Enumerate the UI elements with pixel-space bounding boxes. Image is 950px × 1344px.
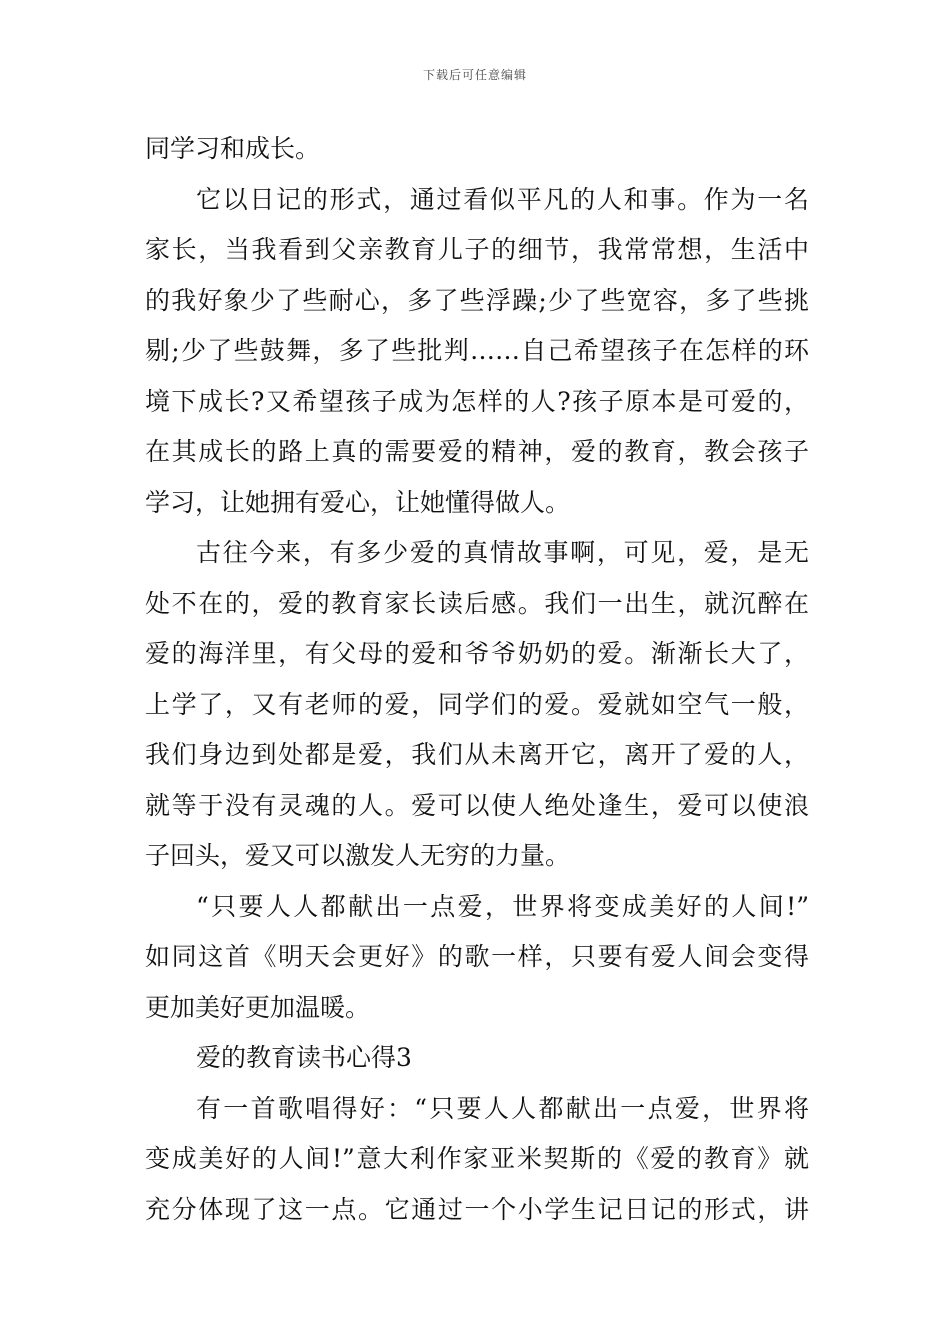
body-text: [145, 124, 809, 1235]
text-line: 就等于没有灵魂的人。爱可以使人绝处逢生，爱可以使浪: [145, 790, 809, 820]
text-line: 同学习和成长。: [145, 134, 321, 163]
text-line: 我们身边到处都是爱，我们从未离开它，离开了爱的人，: [145, 740, 809, 769]
text-line: 它以日记的形式，通过看似平凡的人和事。作为一名: [196, 184, 809, 214]
text-line: 上学了，又有老师的爱，同学们的爱。爱就如空气一般，: [145, 689, 809, 719]
text-line: 处不在的，爱的教育家长读后感。我们一出生，就沉醉在: [145, 588, 809, 618]
text-line: 如同这首《明天会更好》的歌一样，只要有爱人间会变得: [145, 942, 809, 971]
page-header: 下载后可任意编辑: [422, 68, 527, 82]
text-line: 子回头，爱又可以激发人无穷的力量。: [145, 841, 571, 870]
text-line: 充分体现了这一点。它通过一个小学生记日记的形式，讲: [145, 1194, 809, 1224]
text-line: 爱的海洋里，有父母的爱和爷爷奶奶的爱。渐渐长大了，: [145, 639, 809, 668]
text-line: 在其成长的路上真的需要爱的精神，爱的教育，教会孩子: [145, 437, 809, 466]
text-line: 剔;少了些鼓舞，多了些批判……自己希望孩子在怎样的环: [145, 336, 809, 365]
text-line: 有一首歌唱得好：“只要人人都献出一点爱，世界将: [196, 1093, 809, 1123]
text-line: 的我好象少了些耐心，多了些浮躁;少了些宽容，多了些挑: [145, 285, 809, 315]
text-line: “只要人人都献出一点爱，世界将变成美好的人间!”: [196, 891, 809, 921]
text-line: 家长，当我看到父亲教育儿子的细节，我常常想，生活中: [145, 235, 809, 264]
text-line: 变成美好的人间!”意大利作家亚米契斯的《爱的教育》就: [145, 1144, 809, 1173]
text-line: 爱的教育读书心得3: [196, 1043, 412, 1072]
text-line: 古往今来，有多少爱的真情故事啊，可见，爱，是无: [196, 538, 809, 567]
text-line: 境下成长?又希望孩子成为怎样的人?孩子原本是可爱的，: [145, 386, 809, 416]
text-line: 学习，让她拥有爱心，让她懂得做人。: [145, 487, 571, 517]
text-line: 更加美好更加温暖。: [145, 992, 371, 1022]
